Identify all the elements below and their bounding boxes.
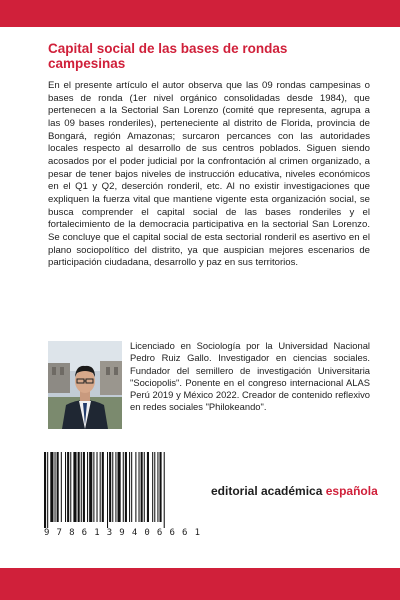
isbn-digit: 6 [182,528,188,538]
barcode-bar [50,452,53,522]
barcode-bar [83,452,85,522]
barcode-bar [135,452,136,522]
book-abstract: En el presente artículo el autor observa que las 09 rondas campesinas o bases de ronda (1er nivel orgánico consolidadas desde 1984), que pertenecen a la Sectorial San Lorenzo (comité que representa, agrupa a las 09 bases ronderiles), perteneciente al distrito de Florida, provincia de Bongará, región Amazonas; surcaron percances con las autoridades locales respecto al desarrollo de sus centros poblados. Siguen siendo acosados por el poder judicial por la confrontación al crimen organizado, a pesar de tener bajos niveles de instrucción educativa, niveles económicos en el Q1 y Q2, deserción ronderil, etc. Al no existir investigaciones que expliquen la fuerza vital que mantiene vigente esta organización social, se busca comprender el capital social de las bases ronderiles y el fortalecimiento de la democracia participativa en la sectorial San Lorenzo. Se concluye que el capital social de esta sectorial ronderil es asertivo en el plano sociopolítico del distrito, ya que auspician mejores escenarios de participación ciudadana, desarrollo y paz en sus territorios. [48,80,370,269]
barcode-bar [164,452,165,528]
isbn-digit: 3 [106,528,113,538]
barcode-bar [141,452,143,522]
isbn-digit: 9 [44,528,50,538]
publisher-main: editorial académica [211,484,326,498]
barcode-bar [139,452,140,522]
barcode-bar [125,452,127,522]
isbn-digit: 1 [194,528,200,538]
barcode-bar [65,452,66,522]
isbn-digit: 9 [119,528,125,538]
isbn-digit: 0 [144,528,150,538]
barcode-bar [61,452,62,522]
barcode-bar [115,452,116,522]
barcode-bar [67,452,69,522]
isbn-number [44,528,200,538]
isbn-digit: 6 [81,528,88,538]
barcode-bar [131,452,132,522]
isbn-digit: 6 [169,528,175,538]
barcode-bar [87,452,88,522]
barcode-bar [109,452,111,522]
author-portrait-icon [48,341,122,429]
barcode-bar [73,452,76,522]
isbn-digit: 8 [69,528,75,538]
bottom-brand-band [0,568,400,600]
author-photo [48,341,122,429]
barcode-bar [129,452,130,522]
publisher-name [211,484,378,498]
barcode-icon [40,452,200,528]
barcode-bar [55,452,56,522]
isbn-digit: 4 [131,528,138,538]
barcode-bar [89,452,92,522]
barcode-bar [57,452,59,522]
barcode-bar [102,452,104,522]
barcode-bar [81,452,82,522]
barcode-bar [107,452,108,528]
barcode-bar [47,452,48,528]
barcode-bar [78,452,80,522]
barcode-bar [160,452,162,522]
barcode-bar [154,452,155,522]
author-biography: Licenciado en Sociología por la Universidad Nacional Pedro Ruiz Gallo. Investigador en ciencias sociales. Fundador del semillero de investigación Universitaria "Sociopolis". Ponente en el congreso internacional ALAS Perú 2019 y México 2022. Creador de contenido reflexivo en redes sociales "Philokeando". [130,340,370,413]
barcode-bar [147,452,149,522]
barcode-bar [70,452,71,522]
barcode-bar [118,452,121,522]
publisher-accent: española [325,484,378,498]
barcode-bar [152,452,153,522]
barcode-bar [97,452,98,522]
barcode-bar [123,452,124,522]
barcode-bar [100,452,101,522]
book-title: Capital social de las bases de rondas campesinas [48,41,288,71]
barcode-bar [157,452,158,522]
isbn-digit: 6 [156,528,163,538]
isbn-digit: 7 [56,528,62,538]
barcode-bar [112,452,113,522]
barcode-bar [44,452,46,528]
barcode-bar [93,452,94,522]
barcode-bar [144,452,145,522]
top-brand-band [0,0,400,27]
isbn-digit: 1 [94,528,100,538]
